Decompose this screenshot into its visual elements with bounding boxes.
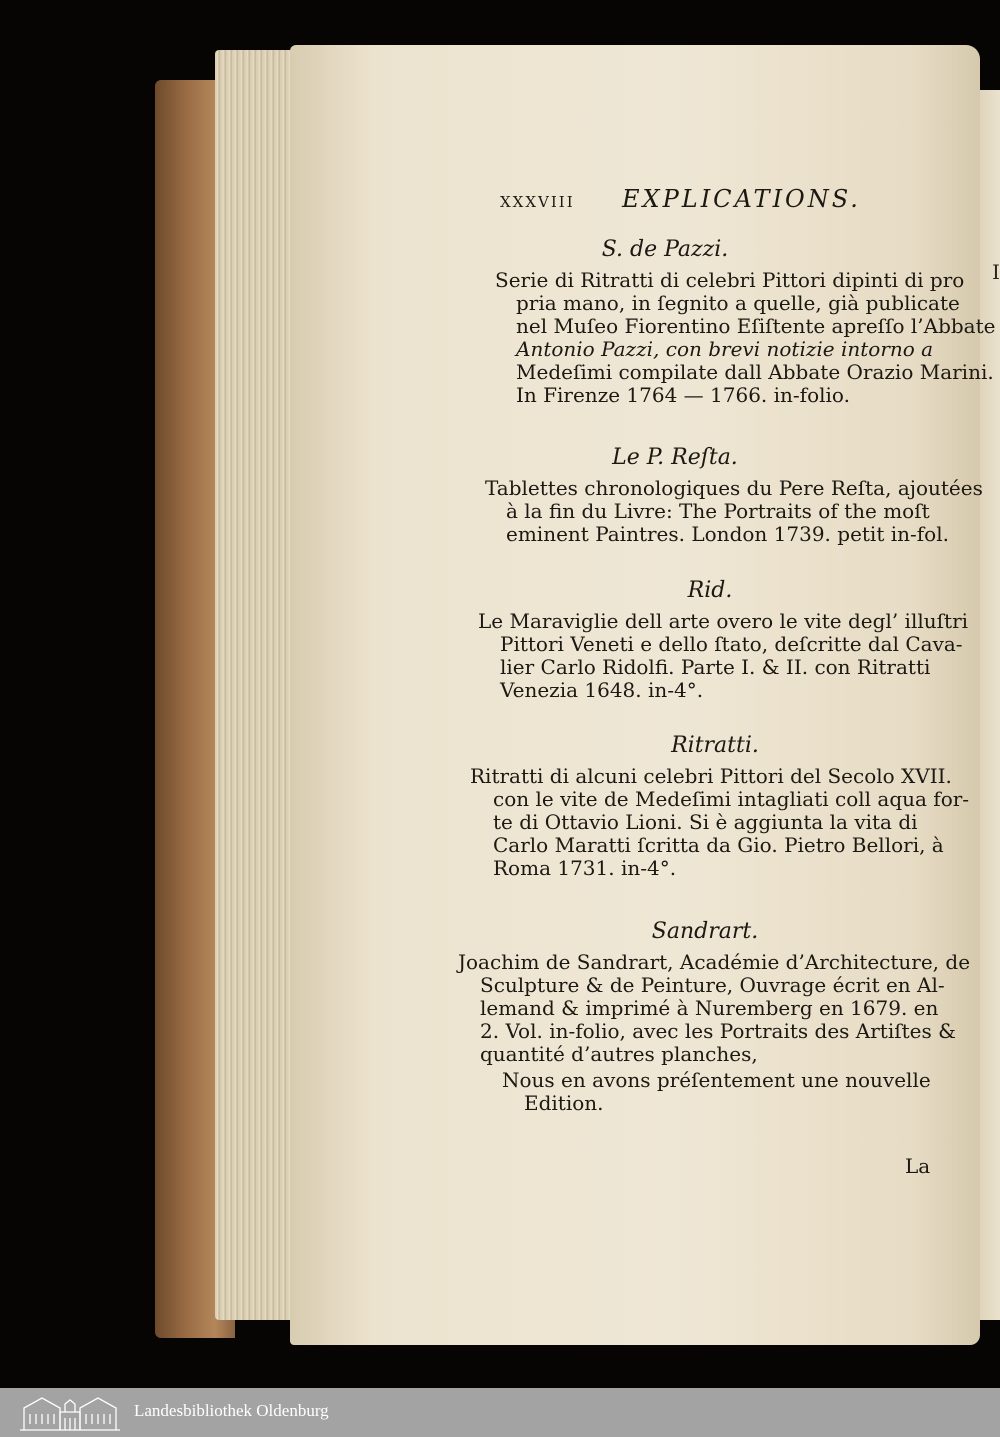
entry-line: te di Ottavio Lioni. Si è aggiunta la vita di [493, 810, 918, 834]
entry-line: Pittori Veneti e dello ſtato, deſcritte dal Cava- [500, 632, 963, 656]
catchword: La [905, 1154, 931, 1178]
entry-heading: Sandrart. [651, 919, 759, 944]
entry-line: nel Muſeo Fiorentino Eſiſtente apreſſo l’Abbate [516, 314, 996, 338]
entry-line: Le Maraviglie dell arte overo le vite degl’ illuſtri [478, 609, 969, 633]
entry-line: Medeſimi compilate dall Abbate Orazio Marini. [516, 360, 994, 384]
entry-line: In Firenze 1764 — 1766. in-folio. [516, 383, 850, 407]
entry-line: Edition. [524, 1091, 604, 1115]
footer-bar [0, 1388, 1000, 1437]
entry-heading: S. de Pazzi. [601, 237, 729, 262]
entry-line: à la fin du Livre: The Portraits of the moſt [506, 499, 930, 523]
entry-line: 2. Vol. in-folio, avec les Portraits des Artiſtes & [480, 1019, 956, 1043]
entry-line: Carlo Maratti ſcritta da Gio. Pietro Bellori, à [493, 833, 944, 857]
entry-line: Nous en avons préſentement une nouvelle [502, 1068, 931, 1092]
entry-line: lier Carlo Ridolfi. Parte I. & II. con Ritratti [500, 655, 931, 679]
entry-line: pria mano, in ſegnito a quelle, già publicate [516, 291, 960, 315]
entry-heading: Le P. Reſta. [612, 445, 738, 470]
library-building-logo [18, 1392, 122, 1432]
entry-line: eminent Paintres. London 1739. petit in-fol. [506, 522, 949, 546]
page-number: XXXVIII [500, 193, 575, 211]
entry-line: Sculpture & de Peinture, Ouvrage écrit en Al- [480, 973, 945, 997]
entry-line: con le vite de Medeſimi intagliati coll aqua for- [493, 787, 970, 811]
entry-line: Serie di Ritratti di celebri Pittori dipinti di pro [495, 268, 965, 292]
running-title: EXPLICATIONS. [622, 185, 861, 213]
entry-line: Roma 1731. in-4°. [493, 856, 677, 880]
entry-heading: Rid. [687, 578, 733, 603]
entry-line: Ritratti di alcuni celebri Pittori del Secolo XVII. [470, 764, 952, 788]
entry-line: quantité d’autres planches, [480, 1042, 758, 1066]
facing-page-fragment: I [992, 260, 1000, 284]
entry-line: lemand & imprimé à Nuremberg en 1679. en [480, 996, 939, 1020]
library-name: Landesbibliothek Oldenburg [134, 1401, 329, 1420]
entry-line: Antonio Pazzi, con brevi notizie intorno a [516, 337, 934, 361]
book-page [290, 45, 996, 1345]
entry-heading: Ritratti. [671, 733, 759, 758]
entry-line: Joachim de Sandrart, Académie d’Architecture, de [458, 950, 971, 974]
running-header [500, 185, 890, 221]
entry-line: Tablettes chronologiques du Pere Reſta, ajoutées [485, 476, 983, 500]
entry-line: Venezia 1648. in-4°. [500, 678, 704, 702]
